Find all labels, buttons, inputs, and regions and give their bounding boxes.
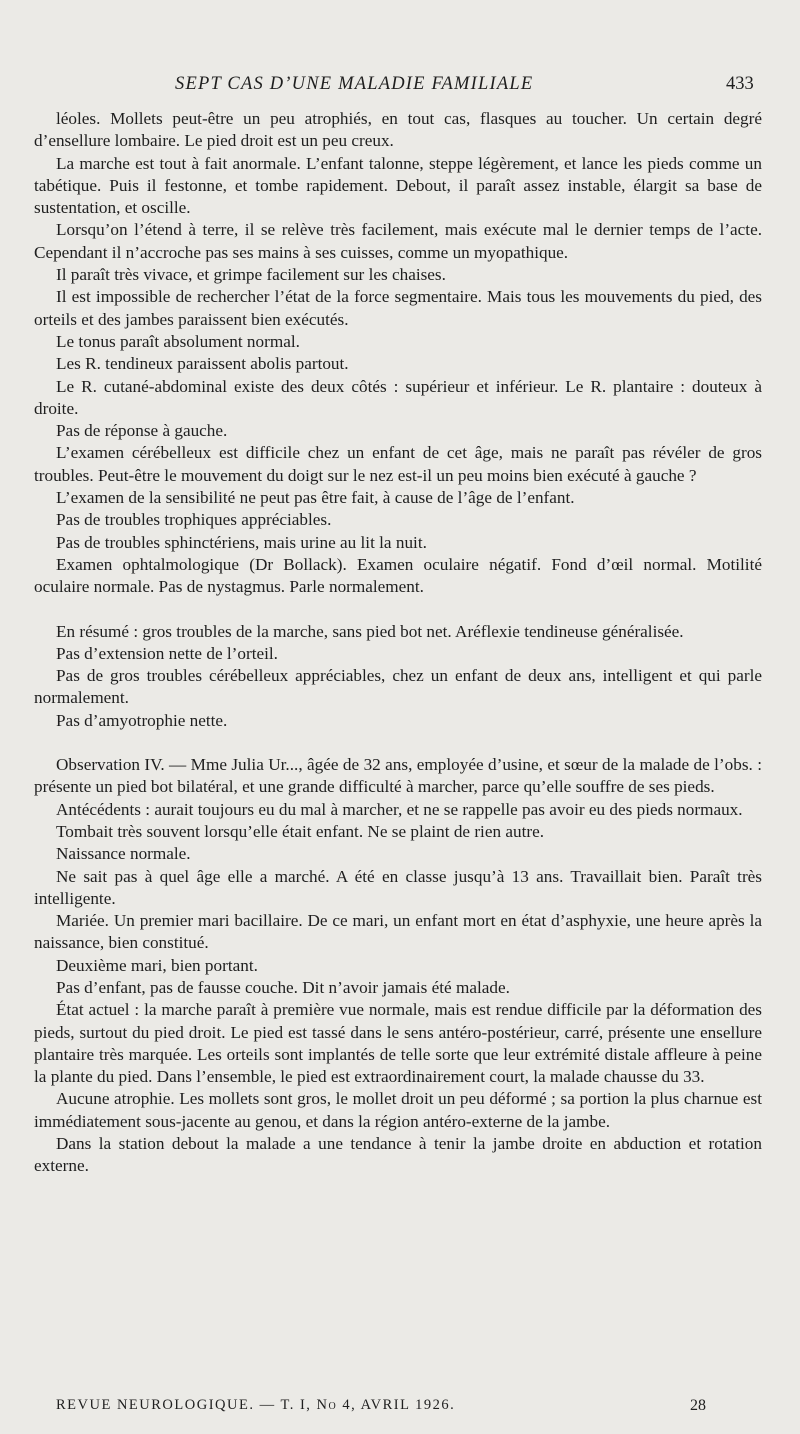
paragraph: Antécédents : aurait toujours eu du mal à marcher, et ne se rappelle pas avoir eu des pieds normaux. (56, 799, 743, 819)
page-number: 433 (726, 74, 754, 94)
paragraph: Tombait très souvent lorsqu’elle était enfant. Ne se plaint de rien autre. (56, 821, 544, 841)
paragraph: État actuel : la marche paraît à première vue normale, mais est rendue difficile par la déformation des pieds, surtout du pied droit. Le pied est tassé dans le sens antéro-postérieur, carré, présente une ensellure plantaire très marquée. Les orteils sont implantés de telle sorte que leur extrémité distale affleure à peine la plante du pied. Dans l’ensemble, le pied est extraordinairement court, la malade chausse du 33. (34, 1000, 762, 1087)
paragraph: léoles. Mollets peut-être un peu atrophiés, en tout cas, flasques au toucher. Un certain degré d’ensellure lombaire. Le pied droit est un peu creux. (34, 109, 762, 151)
paragraph: En résumé : gros troubles de la marche, sans pied bot net. Aréflexie tendineuse généralisée. (56, 621, 684, 641)
page-footer (56, 1395, 716, 1419)
paragraph-gap (34, 732, 762, 754)
paragraph: Pas de troubles trophiques appréciables. (56, 510, 332, 530)
paragraph: Le R. cutané-abdominal existe des deux côtés : supérieur et inférieur. Le R. plantaire : douteux à droite. (34, 376, 762, 418)
sheet-number: 28 (690, 1397, 706, 1414)
paragraph: Examen ophtalmologique (Dr Bollack). Examen oculaire négatif. Fond d’œil normal. Motilité oculaire normale. Pas de nystagmus. Parle normalement. (34, 554, 762, 597)
paragraph: La marche est tout à fait anormale. L’enfant talonne, steppe légèrement, et lance les pieds comme un tabétique. Puis il festonne, et tombe rapidement. Debout, il paraît assez instable, élargit sa base de sustentation, et oscille. (34, 153, 762, 218)
running-title: SEPT CAS D’UNE MALADIE FAMILIALE (175, 74, 534, 94)
paragraph: Pas de troubles sphinctériens, mais urine au lit la nuit. (56, 532, 427, 552)
paragraph: Mariée. Un premier mari bacillaire. De ce mari, un enfant mort en état d’asphyxie, une heure après la naissance, bien constitué. (34, 911, 762, 953)
paragraph: Le tonus paraît absolument normal. (56, 331, 300, 351)
paragraph: Lorsqu’on l’étend à terre, il se relève très facilement, mais exécute mal le dernier temps de l’acte. Cependant il n’accroche pas ses mains à ses cuisses, comme un myopathique. (34, 220, 762, 262)
paragraph: Observation IV. — Mme Julia Ur..., âgée de 32 ans, employée d’usine, et sœur de la malade de l’obs. : présente un pied bot bilatéral, et une grande difficulté à marcher, parce qu’elle souffre de ses pieds. (34, 755, 762, 797)
paragraph: Pas d’extension nette de l’orteil. (56, 643, 278, 663)
paragraph: Ne sait pas à quel âge elle a marché. A été en classe jusqu’à 13 ans. Travaillait bien. Paraît très intelligente. (34, 866, 762, 908)
paragraph: L’examen de la sensibilité ne peut pas être fait, à cause de l’âge de l’enfant. (56, 488, 575, 508)
paragraph: Pas de gros troubles cérébelleux appréciables, chez un enfant de deux ans, intelligent et qui parle normalement. (34, 666, 762, 708)
paragraph: Les R. tendineux paraissent abolis partout. (56, 354, 349, 374)
paragraph: Il paraît très vivace, et grimpe facilement sur les chaises. (56, 265, 446, 285)
paragraph: Deuxième mari, bien portant. (56, 955, 258, 975)
paragraph: Pas d’enfant, pas de fausse couche. Dit n’avoir jamais été malade. (56, 977, 510, 997)
paragraph: Pas de réponse à gauche. (56, 421, 228, 441)
paragraph: Aucune atrophie. Les mollets sont gros, le mollet droit un peu déformé ; sa portion la plus charnue est immédiatement sous-jacente au genou, et dans la région antéro-externe de la jambe. (34, 1089, 762, 1131)
journal-citation: REVUE NEUROLOGIQUE. — T. I, No 4, AVRIL 1926. (56, 1397, 456, 1413)
paragraph: Pas d’amyotrophie nette. (56, 710, 228, 730)
paragraph-gap (34, 599, 762, 621)
paragraph: Il est impossible de rechercher l’état de la force segmentaire. Mais tous les mouvements du pied, des orteils et des jambes paraissent bien exécutés. (34, 287, 762, 329)
paragraph: L’examen cérébelleux est difficile chez un enfant de cet âge, mais ne paraît pas révéler de gros troubles. Peut-être le mouvement du doigt sur le nez est-il un peu moins bien exécuté à gauche ? (34, 443, 762, 485)
paragraph: Dans la station debout la malade a une tendance à tenir la jambe droite en abduction et rotation externe. (34, 1134, 762, 1176)
paragraph: Naissance normale. (56, 844, 191, 864)
body-text (34, 108, 762, 1178)
page-header (0, 70, 800, 100)
